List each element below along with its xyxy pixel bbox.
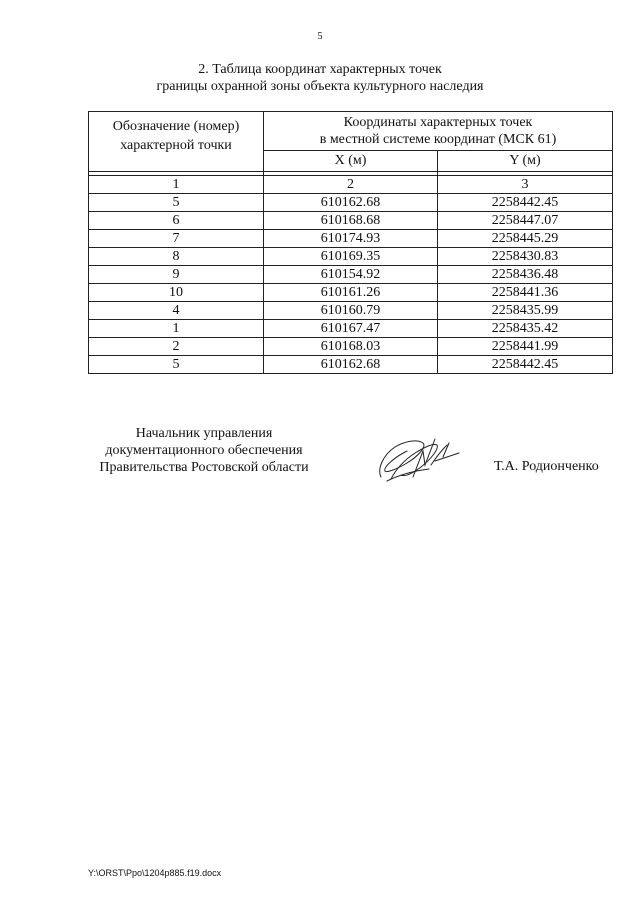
x-header: X (м) — [264, 151, 438, 172]
y-coordinate-cell: 2258435.99 — [438, 302, 613, 320]
position-line-1: Начальник управления — [135, 426, 273, 441]
coordinates-header-line-2: в местной системе координат (МСК 61) — [319, 132, 557, 147]
table-row — [89, 266, 613, 284]
signature-block — [0, 425, 640, 495]
point-designation-header: Обозначение (номер) характерной точки — [89, 112, 264, 172]
page-number: 5 — [317, 31, 323, 42]
table-row — [89, 194, 613, 212]
x-coordinate-cell: 610160.79 — [264, 302, 438, 320]
point-number-cell: 5 — [89, 356, 264, 374]
column-numbering-row — [89, 176, 613, 194]
y-coordinate-cell: 2258442.45 — [438, 356, 613, 374]
table-row — [89, 302, 613, 320]
table-row — [89, 248, 613, 266]
point-number-cell: 6 — [89, 212, 264, 230]
x-coordinate-cell: 610174.93 — [264, 230, 438, 248]
signer-name: Т.А. Родионченко — [494, 459, 599, 474]
table-row — [89, 284, 613, 302]
y-coordinate-cell: 2258442.45 — [438, 194, 613, 212]
title-line-1: 2. Таблица координат характерных точек — [198, 62, 442, 77]
handwritten-signature — [373, 431, 465, 487]
table-row — [89, 320, 613, 338]
table-row — [89, 338, 613, 356]
y-coordinate-cell: 2258441.99 — [438, 338, 613, 356]
point-number-cell: 7 — [89, 230, 264, 248]
coordinates-table — [88, 111, 613, 374]
column-number-1: 1 — [89, 176, 264, 194]
point-number-cell: 10 — [89, 284, 264, 302]
point-number-cell: 2 — [89, 338, 264, 356]
y-coordinate-cell: 2258436.48 — [438, 266, 613, 284]
point-number-cell: 9 — [89, 266, 264, 284]
x-coordinate-cell: 610154.92 — [264, 266, 438, 284]
coordinates-header-line-1: Координаты характерных точек — [343, 115, 533, 130]
y-coordinate-cell: 2258430.83 — [438, 248, 613, 266]
x-coordinate-cell: 610161.26 — [264, 284, 438, 302]
position-line-3: Правительства Ростовской области — [99, 460, 309, 475]
y-coordinate-cell: 2258445.29 — [438, 230, 613, 248]
title-line-2: границы охранной зоны объекта культурного наследия — [156, 79, 484, 94]
column-number-2: 2 — [264, 176, 438, 194]
x-coordinate-cell: 610162.68 — [264, 356, 438, 374]
column-number-3: 3 — [438, 176, 613, 194]
document-title — [0, 61, 640, 95]
x-coordinate-cell: 610167.47 — [264, 320, 438, 338]
y-header: Y (м) — [438, 151, 613, 172]
x-coordinate-cell: 610169.35 — [264, 248, 438, 266]
point-number-cell: 4 — [89, 302, 264, 320]
point-number-cell: 8 — [89, 248, 264, 266]
file-path-footer: Y:\ORST\Ppo\1204p885.f19.docx — [88, 868, 222, 878]
table-row — [89, 212, 613, 230]
coordinates-header — [264, 112, 613, 151]
table-row — [89, 356, 613, 374]
position-line-2: документационного обеспечения — [105, 443, 303, 458]
point-number-cell: 5 — [89, 194, 264, 212]
table-header-row — [89, 112, 613, 151]
y-coordinate-cell: 2258435.42 — [438, 320, 613, 338]
y-coordinate-cell: 2258447.07 — [438, 212, 613, 230]
y-coordinate-cell: 2258441.36 — [438, 284, 613, 302]
x-coordinate-cell: 610168.03 — [264, 338, 438, 356]
x-coordinate-cell: 610162.68 — [264, 194, 438, 212]
point-number-cell: 1 — [89, 320, 264, 338]
x-coordinate-cell: 610168.68 — [264, 212, 438, 230]
table-row — [89, 230, 613, 248]
